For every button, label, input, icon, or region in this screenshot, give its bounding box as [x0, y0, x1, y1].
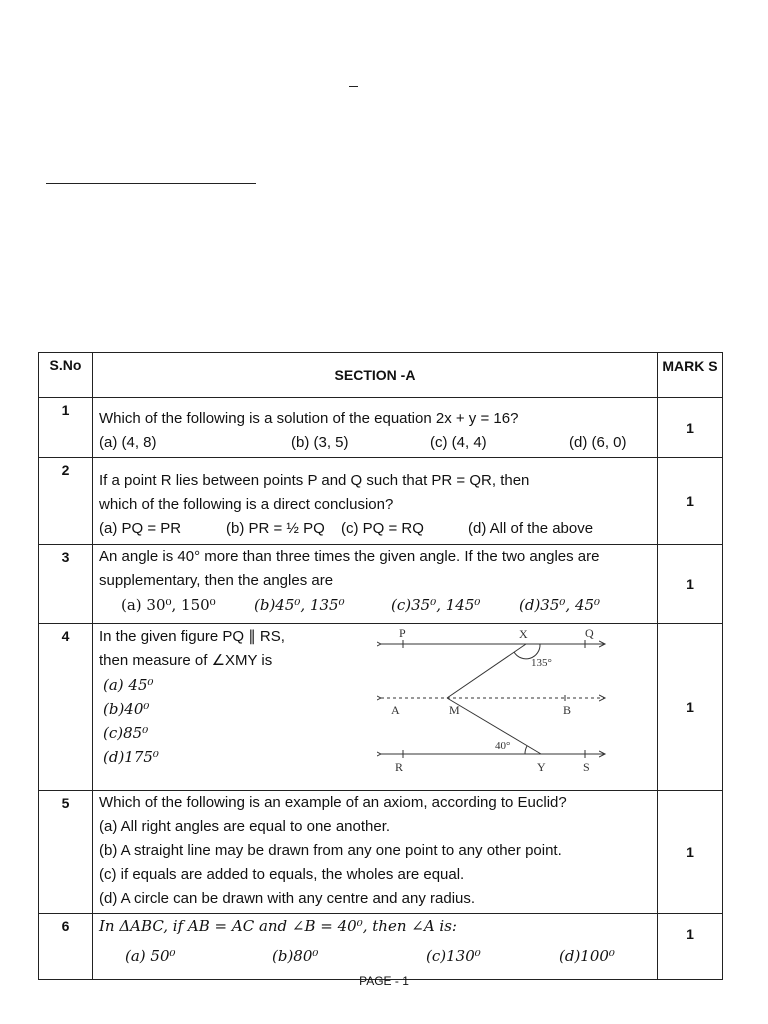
- angle-label-40: 40°: [495, 740, 511, 752]
- question-row-2: [39, 458, 723, 545]
- question-row-4: [39, 624, 723, 791]
- label-m: M: [449, 703, 460, 717]
- option-b: (b)80⁰: [272, 947, 319, 965]
- option-b: (b)45⁰, 135⁰: [254, 596, 345, 614]
- option-d: (d) All of the above: [468, 520, 594, 537]
- question-text: Which of the following is an example of an axiom, according to Euclid?: [99, 794, 567, 811]
- question-body: [93, 458, 658, 545]
- option-a: (a) 30⁰, 150⁰: [121, 596, 216, 614]
- question-row-5: [39, 791, 723, 914]
- option-d: (d) A circle can be drawn with any centre and any radius.: [99, 890, 476, 907]
- option-c: (c)130⁰: [426, 947, 481, 965]
- option-d: (d)100⁰: [559, 947, 615, 965]
- options-row: [99, 944, 651, 968]
- angle-label-135: 135°: [531, 657, 552, 669]
- marks-value: 1: [658, 545, 723, 624]
- question-number: 6: [39, 914, 93, 980]
- question-text-line1: An angle is 40° more than three times the given angle. If the two angles are: [99, 548, 600, 565]
- label-y: Y: [537, 760, 546, 774]
- option-b: (b) PR = ½ PQ: [226, 520, 325, 537]
- question-row-3: [39, 545, 723, 624]
- label-q: Q: [585, 626, 594, 640]
- question-number: 2: [39, 458, 93, 545]
- question-number: 1: [39, 398, 93, 458]
- option-b: (b) (3, 5): [291, 434, 349, 451]
- question-body: [93, 791, 658, 914]
- option-c: (c)35⁰, 145⁰: [391, 596, 481, 614]
- question-text-line2: supplementary, then the angles are: [99, 572, 334, 589]
- marks-header: MARK S: [658, 353, 723, 398]
- marks-value: 1: [658, 398, 723, 458]
- option-c: (c)85⁰: [103, 724, 149, 742]
- question-number: 3: [39, 545, 93, 624]
- option-d: (d)35⁰, 45⁰: [519, 596, 601, 614]
- section-title: SECTION -A: [93, 353, 658, 398]
- header-dash: [349, 86, 358, 87]
- label-s: S: [583, 760, 590, 774]
- question-table: [38, 352, 723, 980]
- option-b: (b) A straight line may be drawn from any one point to any other point.: [99, 842, 562, 859]
- option-a: (a) (4, 8): [99, 434, 157, 451]
- label-b: B: [563, 703, 572, 717]
- question-text-line1: In the given figure PQ ∥ RS,: [99, 628, 285, 645]
- option-a: (a) 45⁰: [103, 676, 154, 694]
- question-text: Which of the following is a solution of the equation 2x + y = 16?: [99, 410, 519, 427]
- question-number: 4: [39, 624, 93, 791]
- option-a: (a) PQ = PR: [99, 520, 182, 537]
- option-c: (c) if equals are added to equals, the wholes are equal.: [99, 866, 465, 883]
- label-x: X: [519, 627, 528, 641]
- question-row-6: [39, 914, 723, 980]
- option-a: (a) All right angles are equal to one another.: [99, 818, 391, 835]
- question-body: [93, 624, 658, 791]
- options-row: [99, 431, 651, 455]
- table-header-row: [39, 353, 723, 398]
- option-d: (d) (6, 0): [569, 434, 627, 451]
- option-c: (c) (4, 4): [430, 434, 487, 451]
- question-text: In ΔABC, if AB = AC and ∠B = 40⁰, then ∠A is:: [99, 917, 457, 935]
- question-body: [93, 398, 658, 458]
- parallel-lines-figure: [377, 626, 637, 776]
- label-a: A: [391, 703, 400, 717]
- question-body: [93, 914, 658, 980]
- marks-value: 1: [658, 458, 723, 545]
- page-number: PAGE - 1: [359, 974, 409, 988]
- marks-value: 1: [658, 914, 723, 980]
- option-a: (a) 50⁰: [125, 947, 176, 965]
- segment-my: [447, 698, 541, 754]
- options-row: [99, 593, 651, 617]
- marks-value: 1: [658, 624, 723, 791]
- option-d: (d)175⁰: [103, 748, 159, 766]
- question-body: [93, 545, 658, 624]
- question-row-1: [39, 398, 723, 458]
- marks-value: 1: [658, 791, 723, 914]
- label-r: R: [395, 760, 404, 774]
- label-p: P: [399, 626, 406, 640]
- question-number: 5: [39, 791, 93, 914]
- option-b: (b)40⁰: [103, 700, 150, 718]
- options-row: [99, 517, 651, 541]
- angle-arc-bottom: [525, 746, 527, 754]
- question-text-line2: then measure of ∠XMY is: [99, 652, 273, 669]
- question-text-line2: which of the following is a direct conclusion?: [99, 496, 394, 513]
- option-c: (c) PQ = RQ: [341, 520, 424, 537]
- header-underline: [46, 183, 256, 184]
- sno-header: S.No: [39, 353, 93, 398]
- question-text-line1: If a point R lies between points P and Q such that PR = QR, then: [99, 472, 530, 489]
